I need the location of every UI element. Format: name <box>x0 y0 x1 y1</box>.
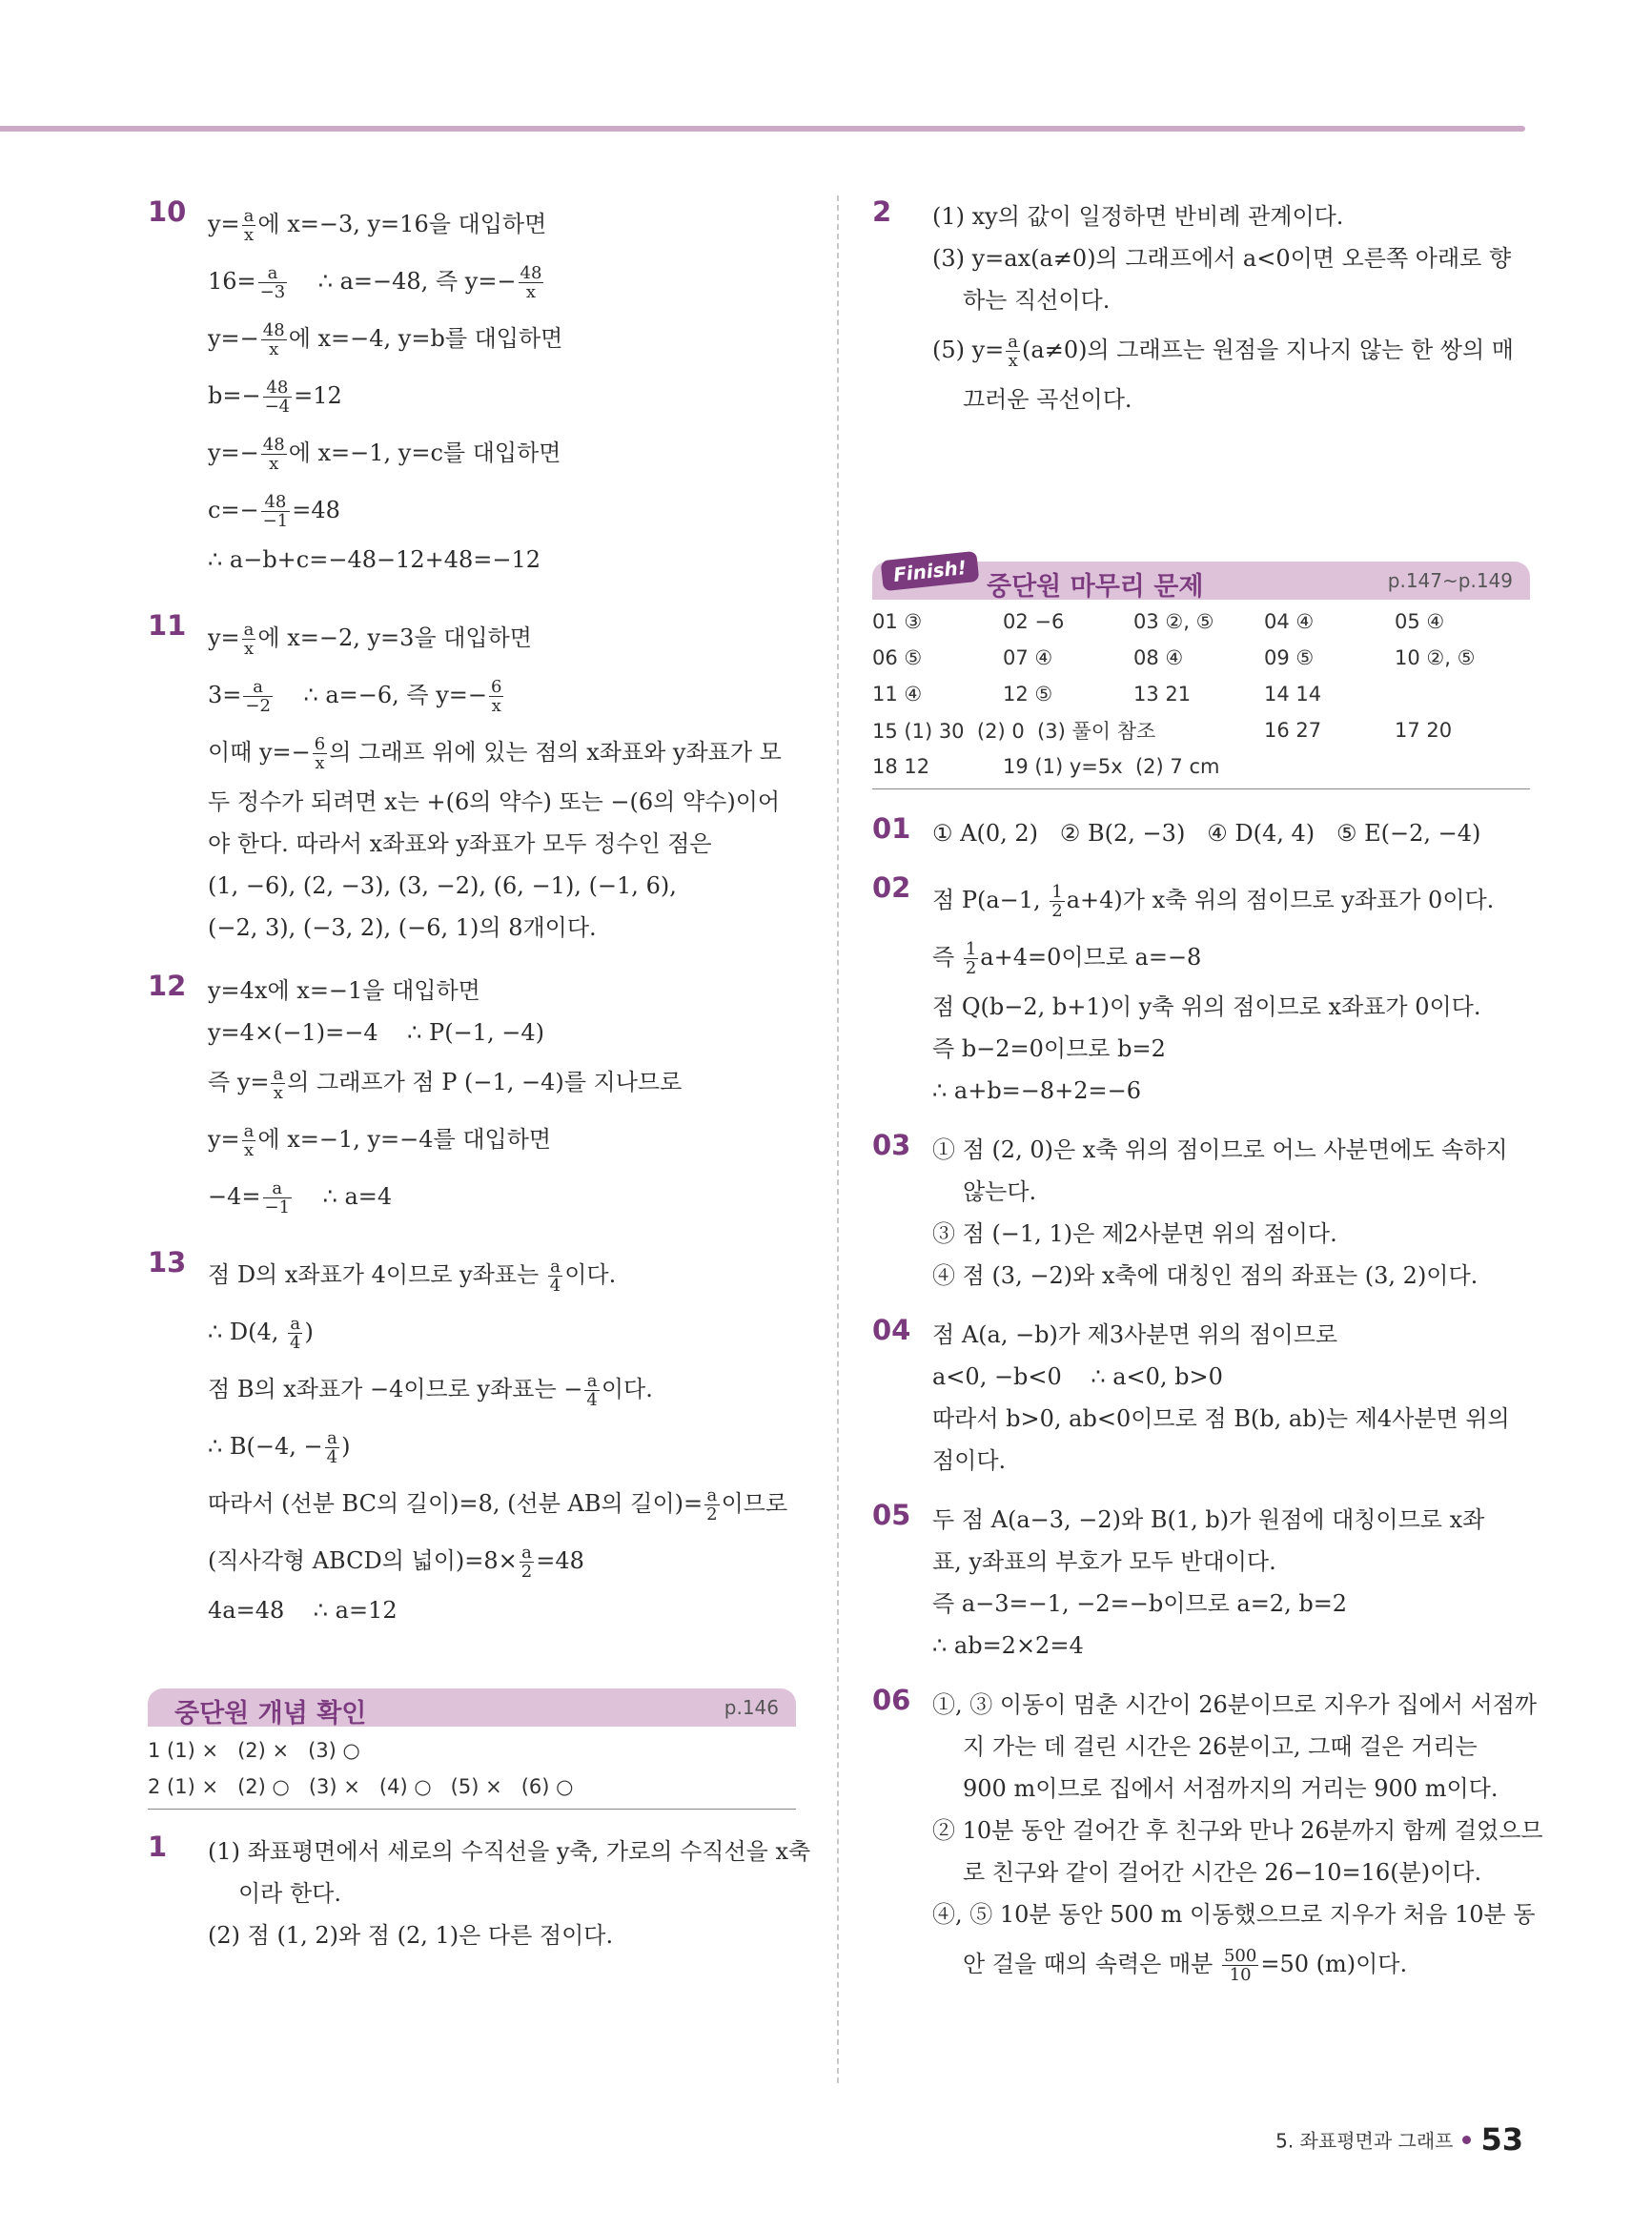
solution-03 <box>872 1129 1530 1297</box>
answer-cell: 07 ④ <box>1003 646 1053 669</box>
solution-line: ∴ ab=2×2=4 <box>932 1632 1084 1659</box>
answer-cell: 19 (1) y=5x (2) 7 cm <box>1003 755 1220 778</box>
answer-row <box>872 676 1530 712</box>
solution-01 <box>872 812 1530 854</box>
solution-line: 두 정수가 되려면 x는 +(6의 약수) 또는 −(6의 약수)이어 <box>208 788 781 815</box>
solution-line: 안 걸을 때의 속력은 매분 $\frac{500}{10}$ =50 (m)이다. <box>963 1946 1408 1985</box>
bullet-dot-icon <box>1462 2136 1471 2144</box>
solution-line: 이때 y=− $\frac{6}{x}$ 의 그래프 위에 있는 점의 x좌표와 y좌표가 모 <box>208 734 782 773</box>
problem-number: 12 <box>148 970 187 1002</box>
problem-2 <box>872 195 1530 420</box>
solution-line: (2) 점 (1, 2)와 점 (2, 1)은 다른 점이다. <box>208 1922 614 1949</box>
solution-line: ③ 점 (−1, 1)은 제2사분면 위의 점이다. <box>932 1220 1337 1247</box>
page-reference: p.146 <box>724 1696 779 1719</box>
answer-cell: 08 ④ <box>1133 646 1184 669</box>
fraction: $\frac{48}{-4}$ <box>264 378 291 417</box>
solution-06 <box>872 1684 1543 1993</box>
solution-line: (5) y= $\frac{a}{x}$ (a≠0)의 그래프는 원점을 지나지 않는 한 쌍의 매 <box>932 332 1514 371</box>
fraction: $\frac{a}{-3}$ <box>259 263 286 302</box>
concept-answer-table <box>148 1727 796 1809</box>
fraction: $\frac{a}{2}$ <box>706 1485 718 1524</box>
problem-number: 10 <box>148 195 187 228</box>
answer-cell: 13 21 <box>1133 683 1192 706</box>
fraction: $\frac{a}{x}$ <box>243 206 255 245</box>
fraction: $\frac{a}{x}$ <box>1008 332 1019 371</box>
answer-cell: 11 ④ <box>872 683 923 706</box>
answer-row <box>872 640 1530 676</box>
problem-number: 02 <box>872 871 911 904</box>
answer-row <box>872 712 1530 748</box>
problem-number: 04 <box>872 1314 911 1346</box>
solution-line: ∴ a+b=−8+2=−6 <box>932 1077 1142 1104</box>
solution-line: b=− $\frac{48}{-4}$ =12 <box>208 378 342 417</box>
page-footer <box>1275 2121 1523 2158</box>
fraction: $\frac{500}{10}$ <box>1223 1946 1257 1985</box>
solution-line: 않는다. <box>963 1178 1037 1205</box>
answer-cell: 03 ②, ⑤ <box>1133 610 1214 633</box>
solution-02 <box>872 871 1530 1112</box>
fraction: $\frac{a}{x}$ <box>273 1064 284 1103</box>
answer-row <box>872 604 1530 640</box>
solution-line: 즉 $\frac{1}{2}$ a+4=0이므로 a=−8 <box>932 939 1202 978</box>
solution-line: 4a=48 ∴ a=12 <box>208 1597 398 1624</box>
concept-check-header <box>148 1688 796 1727</box>
answer-cell: 16 27 <box>1264 719 1322 742</box>
problem-number: 13 <box>148 1246 187 1279</box>
problem-10 <box>148 195 796 581</box>
solution-line: 하는 직선이다. <box>963 287 1111 314</box>
solution-line: 점 B의 x좌표가 −4이므로 y좌표는 − $\frac{a}{4}$ 이다. <box>208 1371 653 1410</box>
answer-cell: 05 ④ <box>1395 610 1445 633</box>
solution-line: (직사각형 ABCD의 넓이)=8× $\frac{a}{2}$ =48 <box>208 1543 584 1582</box>
solution-line: ∴ B(−4, − $\frac{a}{4}$ ) <box>208 1428 351 1467</box>
solution-line: ∴ a−b+c=−48−12+48=−12 <box>208 546 541 573</box>
problem-number: 11 <box>148 609 187 642</box>
solution-line: 즉 y= $\frac{a}{x}$ 의 그래프가 점 P (−1, −4)를 지나므로 <box>208 1064 683 1103</box>
answer-cell: 04 ④ <box>1264 610 1315 633</box>
solution-line: 따라서 b>0, ab<0이므로 점 B(b, ab)는 제4사분면 위의 <box>932 1405 1510 1432</box>
solution-line: y= $\frac{a}{x}$ 에 x=−3, y=16을 대입하면 <box>208 206 547 245</box>
page-reference: p.147~p.149 <box>1387 569 1513 592</box>
solution-line: ∴ D(4, $\frac{a}{4}$ ) <box>208 1314 314 1353</box>
finish-badge: Finish! <box>881 551 980 591</box>
solution-line: y=4×(−1)=−4 ∴ P(−1, −4) <box>208 1019 544 1046</box>
left-column <box>148 195 811 1956</box>
solution-line: 끄러운 곡선이다. <box>963 386 1132 413</box>
answer-cell: 01 ③ <box>872 610 923 633</box>
problem-12 <box>148 970 796 1225</box>
solution-line: 점 P(a−1, $\frac{1}{2}$ a+4)가 x축 위의 점이므로 y좌표가 0이다. <box>932 882 1495 921</box>
answer-cell: 17 20 <box>1395 719 1453 742</box>
solution-line: 따라서 (선분 BC의 길이)=8, (선분 AB의 길이)= $\frac{a}{2}$ 이므로 <box>208 1485 788 1524</box>
fraction: $\frac{1}{2}$ <box>965 939 977 978</box>
problem-number: 2 <box>872 195 892 228</box>
right-column <box>872 195 1543 1993</box>
problem-number: 01 <box>872 812 911 845</box>
solution-line: 16= $\frac{a}{-3}$ ∴ a=−48, 즉 y=− $\frac{48}{x}$ <box>208 263 542 302</box>
answer-cell: 15 (1) 30 (2) 0 (3) 풀이 참조 <box>872 720 1156 743</box>
solution-line: (1, −6), (2, −3), (3, −2), (6, −1), (−1, 6), <box>208 872 677 899</box>
answer-cell: 06 ⑤ <box>872 646 923 669</box>
solution-line: 지 가는 데 걸린 시간은 26분이고, 그때 걸은 거리는 <box>963 1733 1478 1760</box>
solution-line: ② 10분 동안 걸어간 후 친구와 만나 26분까지 함께 걸었으므 <box>932 1817 1543 1844</box>
solution-line: a<0, −b<0 ∴ a<0, b>0 <box>932 1363 1223 1390</box>
solution-line: y=4x에 x=−1을 대입하면 <box>208 977 480 1004</box>
solution-line: ④ 점 (3, −2)와 x축에 대칭인 점의 좌표는 (3, 2)이다. <box>932 1262 1479 1289</box>
answer-cell: 12 ⑤ <box>1003 683 1053 706</box>
solution-line: (3) y=ax(a≠0)의 그래프에서 a<0이면 오른쪽 아래로 향 <box>932 245 1512 272</box>
fraction: $\frac{a}{4}$ <box>586 1371 598 1410</box>
fraction: $\frac{a}{4}$ <box>290 1314 301 1353</box>
fraction: $\frac{6}{x}$ <box>314 734 326 773</box>
solution-line: 점 Q(b−2, b+1)이 y축 위의 점이므로 x좌표가 0이다. <box>932 993 1481 1020</box>
answer-cell: 09 ⑤ <box>1264 646 1315 669</box>
solution-line: 즉 b−2=0이므로 b=2 <box>932 1035 1166 1062</box>
problem-number: 06 <box>872 1684 911 1716</box>
fraction: $\frac{a}{4}$ <box>326 1428 338 1467</box>
divider-line <box>872 788 1530 789</box>
problem-number: 05 <box>872 1499 911 1531</box>
solution-line: 표, y좌표의 부호가 모두 반대이다. <box>932 1548 1276 1575</box>
solution-line: 이라 한다. <box>238 1880 341 1907</box>
solution-04 <box>872 1314 1530 1482</box>
section-title: 중단원 개념 확인 <box>174 1699 367 1729</box>
solution-line: (−2, 3), (−3, 2), (−6, 1)의 8개이다. <box>208 914 597 941</box>
fraction: $\frac{1}{2}$ <box>1051 882 1063 921</box>
solution-line: ①, ③ 이동이 멈춘 시간이 26분이므로 지우가 집에서 서점까 <box>932 1691 1538 1718</box>
section-title: 중단원 마무리 문제 <box>987 572 1204 602</box>
solution-line: 로 친구와 같이 걸어간 시간은 26−10=16(분)이다. <box>963 1859 1482 1886</box>
fraction: $\frac{48}{x}$ <box>262 435 285 474</box>
solution-line: y= $\frac{a}{x}$ 에 x=−1, y=−4를 대입하면 <box>208 1121 552 1160</box>
solution-line: 야 한다. 따라서 x좌표와 y좌표가 모두 정수인 점은 <box>208 830 712 857</box>
solution-line: 3= $\frac{a}{-2}$ ∴ a=−6, 즉 y=− $\frac{6}{x}$ <box>208 677 502 716</box>
solution-line: (1) xy의 값이 일정하면 반비례 관계이다. <box>932 203 1344 230</box>
solution-line: 점 D의 x좌표가 4이므로 y좌표는 $\frac{a}{4}$ 이다. <box>208 1257 617 1296</box>
fraction: $\frac{a}{x}$ <box>243 620 255 659</box>
top-decorative-bar <box>0 126 1525 132</box>
fraction: $\frac{a}{4}$ <box>549 1257 561 1296</box>
finish-answer-table <box>872 600 1530 788</box>
fraction: $\frac{a}{2}$ <box>520 1543 533 1582</box>
answer-row: 1 (1) × (2) × (3) ○ <box>148 1739 360 1762</box>
problem-number: 03 <box>872 1129 911 1161</box>
solution-05 <box>872 1499 1530 1667</box>
solution-line: −4= $\frac{a}{-1}$ ∴ a=4 <box>208 1178 393 1217</box>
finish-header <box>872 556 1530 602</box>
solution-line: ① 점 (2, 0)은 x축 위의 점이므로 어느 사분면에도 속하지 <box>932 1136 1508 1163</box>
fraction: $\frac{a}{-2}$ <box>245 677 271 716</box>
answer-cell: 14 14 <box>1264 683 1322 706</box>
answer-cell: 10 ②, ⑤ <box>1395 646 1476 669</box>
solution-line: ④, ⑤ 10분 동안 500 m 이동했으므로 지우가 처음 10분 동 <box>932 1901 1536 1928</box>
problem-1 <box>148 1831 811 1956</box>
divider-line <box>148 1809 796 1810</box>
problem-number: 1 <box>148 1831 168 1863</box>
fraction: $\frac{48}{x}$ <box>262 320 285 359</box>
column-divider <box>837 195 839 2083</box>
solution-line: y=− $\frac{48}{x}$ 에 x=−1, y=c를 대입하면 <box>208 435 561 474</box>
fraction: $\frac{48}{-1}$ <box>262 492 289 531</box>
solution-line: 점이다. <box>932 1447 1007 1474</box>
solution-line: y=− $\frac{48}{x}$ 에 x=−4, y=b를 대입하면 <box>208 320 563 359</box>
solution-line: 900 m이므로 집에서 서점까지의 거리는 900 m이다. <box>963 1775 1499 1802</box>
fraction: $\frac{48}{x}$ <box>520 263 542 302</box>
answer-cell: 18 12 <box>872 755 930 778</box>
answer-row <box>872 748 1530 785</box>
solution-line: (1) 좌표평면에서 세로의 수직선을 y축, 가로의 수직선을 x축 <box>208 1838 811 1865</box>
page-number: 53 <box>1480 2121 1523 2158</box>
solution-line: 점 A(a, −b)가 제3사분면 위의 점이므로 <box>932 1321 1338 1348</box>
solution-line: ① A(0, 2) ② B(2, −3) ④ D(4, 4) ⑤ E(−2, −4) <box>932 820 1481 847</box>
problem-13 <box>148 1246 796 1631</box>
solution-line: c=− $\frac{48}{-1}$ =48 <box>208 492 340 531</box>
problem-11 <box>148 609 796 949</box>
fraction: $\frac{6}{x}$ <box>491 677 502 716</box>
solution-line: 즉 a−3=−1, −2=−b이므로 a=2, b=2 <box>932 1590 1348 1617</box>
answer-row: 2 (1) × (2) ○ (3) × (4) ○ (5) × (6) ○ <box>148 1775 574 1798</box>
fraction: $\frac{a}{-1}$ <box>264 1178 291 1217</box>
solution-line: 두 점 A(a−3, −2)와 B(1, b)가 원점에 대칭이므로 x좌 <box>932 1506 1485 1533</box>
chapter-title: 5. 좌표평면과 그래프 <box>1275 2129 1454 2153</box>
answer-cell: 02 −6 <box>1003 610 1065 633</box>
fraction: $\frac{a}{x}$ <box>243 1121 255 1160</box>
solution-line: y= $\frac{a}{x}$ 에 x=−2, y=3을 대입하면 <box>208 620 532 659</box>
